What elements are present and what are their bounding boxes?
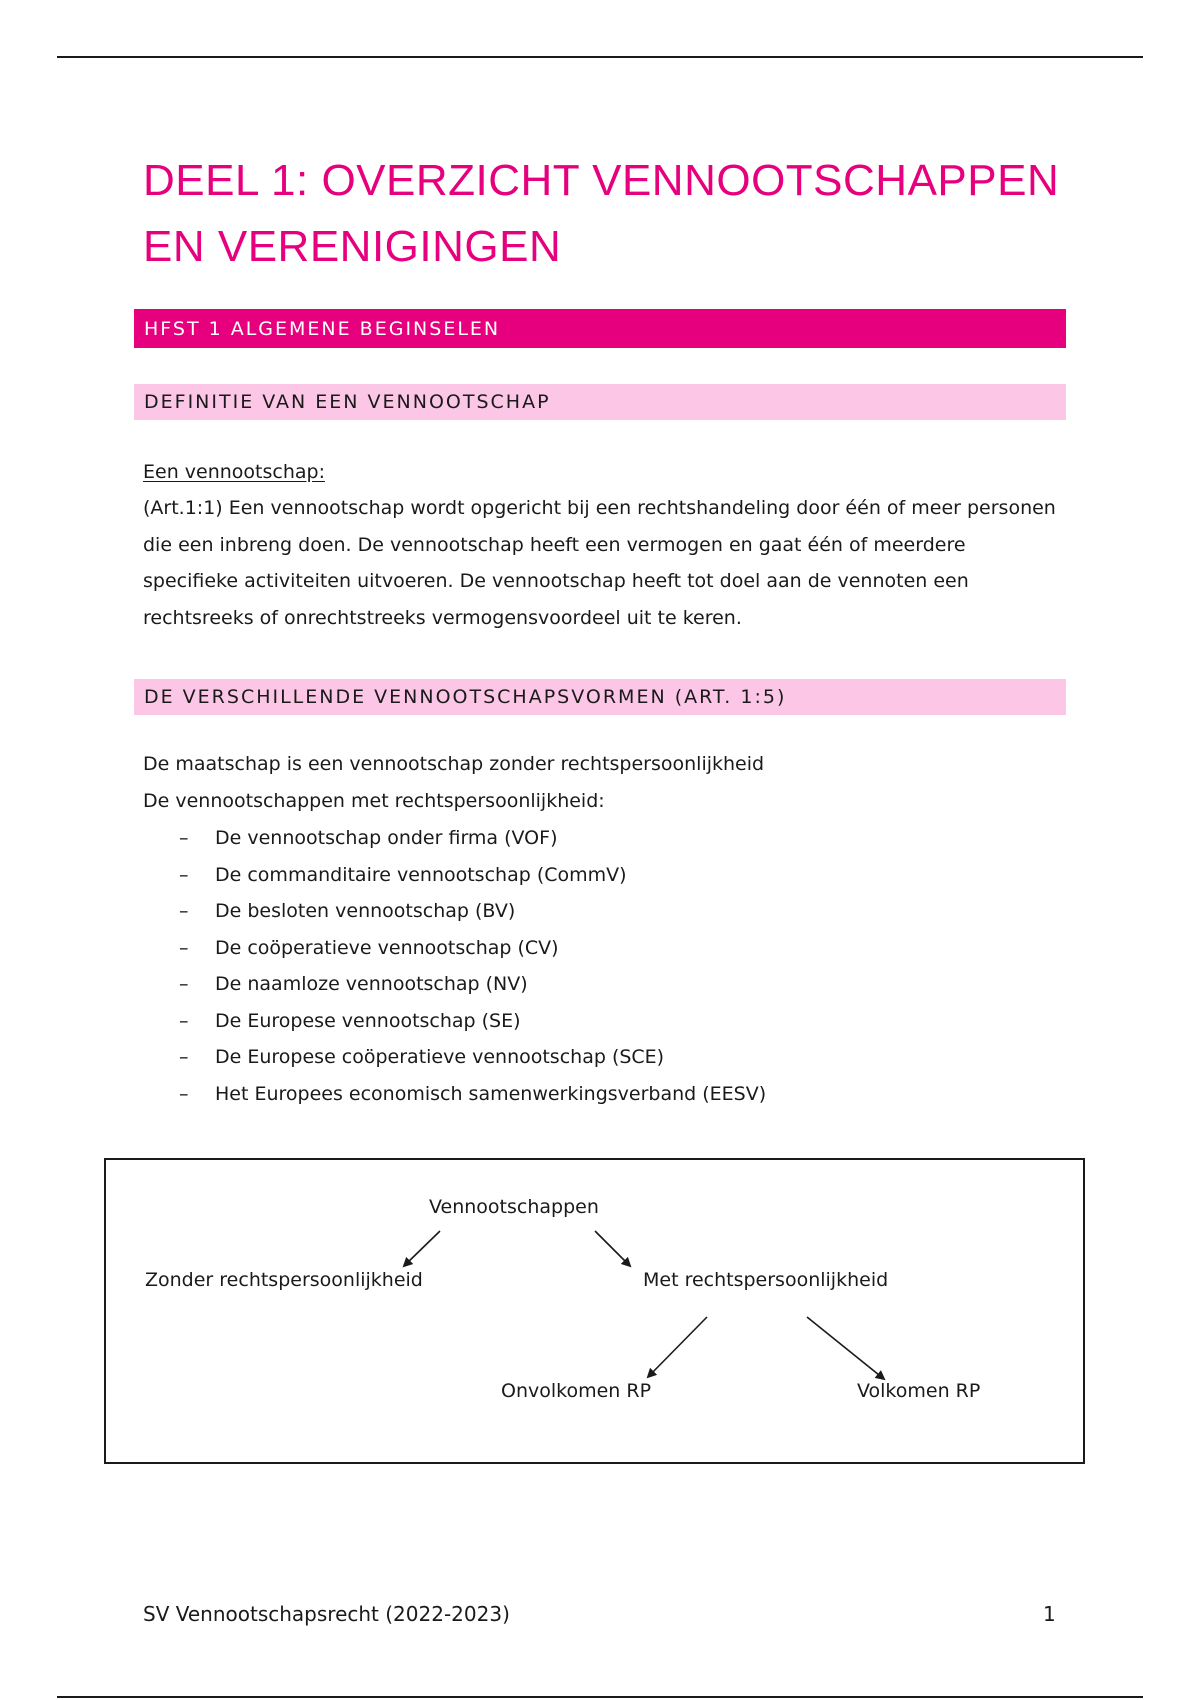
page-title-line-2: EN VERENIGINGEN [143,222,562,271]
arrow-root-to-right [595,1231,630,1266]
diagram-node-volkomen-rp: Volkomen RP [857,1380,981,1402]
top-rule [57,56,1143,58]
arrow-root-to-left [404,1231,440,1266]
list-item [143,1076,766,1113]
forms-intro-rechtspersoonlijkheid: De vennootschappen met rechtspersoonlijkheid: [143,790,605,812]
list-item-label: De coöperatieve vennootschap (CV) [215,936,559,959]
list-item-label: Het Europees economisch samenwerkingsverband (EESV) [215,1082,767,1105]
page-title [143,148,1103,280]
vennootschappen-diagram [104,1158,1085,1464]
dash-bullet: – [179,936,189,959]
dash-bullet: – [179,1009,189,1032]
section-heading-forms: DE VERSCHILLENDE VENNOOTSCHAPSVORMEN (ART. 1:5) [134,679,1066,715]
list-item-label: De commanditaire vennootschap (CommV) [215,863,627,886]
list-item-label: De naamloze vennootschap (NV) [215,973,528,995]
forms-intro-maatschap: De maatschap is een vennootschap zonder rechtspersoonlijkheid [143,753,765,775]
diagram-node-zonder-rp: Zonder rechtspersoonlijkheid [145,1269,423,1291]
forms-list [143,820,766,1112]
dash-bullet: – [179,863,189,886]
list-item-label: De vennootschap onder firma (VOF) [215,827,558,849]
list-item [143,893,766,930]
definition-paragraph: (Art.1:1) Een vennootschap wordt opgericht bij een rechtshandeling door één of meer personen die een inbreng doen. De vennootschap heeft een vermogen en gaat één of meerdere specifieke activiteiten uitvoeren. De vennootschap heeft tot doel aan de vennoten een rechtsreeks of onrechtstreeks vermogensvoordeel uit te keren. [143,497,1056,629]
list-item-label: De Europese vennootschap (SE) [215,1009,521,1032]
list-item [143,857,766,894]
page-title-line-1: DEEL 1: OVERZICHT VENNOOTSCHAPPEN [143,156,1060,205]
list-item [143,1003,766,1040]
definition-lead: Een vennootschap: [143,461,325,483]
arrow-right-to-onvolkomen [648,1317,707,1377]
dash-bullet: – [179,973,189,995]
bottom-rule [57,1696,1143,1698]
dash-bullet: – [179,1046,189,1068]
dash-bullet: – [179,900,189,922]
diagram-node-met-rp: Met rechtspersoonlijkheid [643,1269,889,1291]
list-item [143,820,766,857]
diagram-node-root: Vennootschappen [429,1196,599,1218]
diagram-node-onvolkomen-rp: Onvolkomen RP [501,1380,652,1402]
dash-bullet: – [179,1082,189,1105]
list-item [143,966,766,1003]
list-item [143,1039,766,1076]
list-item-label: De besloten vennootschap (BV) [215,900,516,922]
footer-course-title: SV Vennootschapsrecht (2022-2023) [143,1602,510,1626]
list-item-label: De Europese coöperatieve vennootschap (SCE) [215,1046,665,1068]
dash-bullet: – [179,827,189,849]
footer-page-number: 1 [1043,1602,1056,1626]
list-item [143,930,766,967]
chapter-heading: HFST 1 ALGEMENE BEGINSELEN [134,309,1066,348]
section-heading-definition: DEFINITIE VAN EEN VENNOOTSCHAP [134,384,1066,420]
arrow-right-to-volkomen [807,1317,884,1379]
